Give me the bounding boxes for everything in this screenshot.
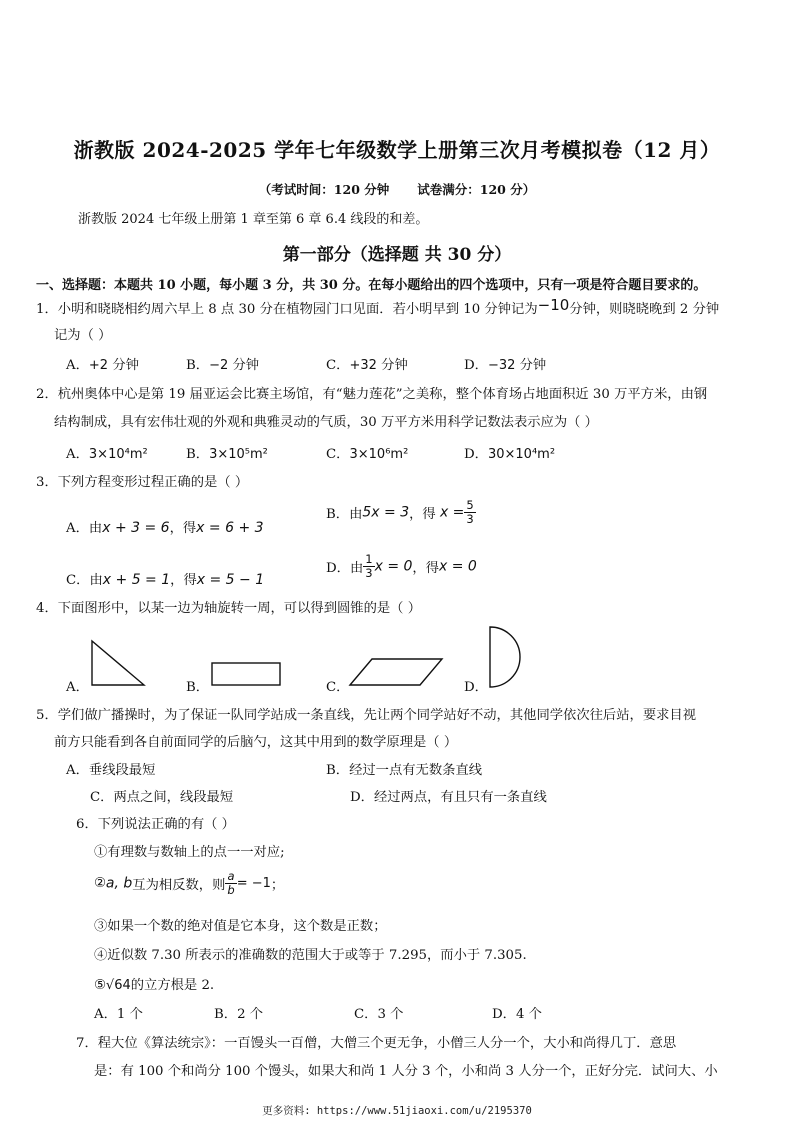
q3-option-c[interactable]: C．由x + 5 = 1，得x = 5 − 1 (66, 572, 265, 588)
q6-option-c[interactable]: C．3 个 (354, 1007, 404, 1022)
q5-stem-line2: 前方只能看到各自前面同学的后脑勺，这其中用到的数学原理是（ ） (54, 735, 458, 750)
q5-option-c[interactable]: C．两点之间，线段最短 (90, 790, 234, 805)
parallelogram-figure[interactable] (346, 655, 446, 689)
q2-stem-line1: 2．杭州奥体中心是第 19 届亚运会比赛主场馆，有“魅力莲花”之美称，整个体育场占地面积近 30 万平方米，由钢 (36, 387, 708, 402)
exam-time: （考试时间：120 分钟 (258, 182, 390, 197)
q6-statement-4: ④近似数 7.30 所表示的准确数的范围大于或等于 7.295，而小于 7.305. (94, 948, 527, 963)
q7-stem-line1: 7．程大位《算法统宗》：一百馒头一百僧，大僧三个更无争，小僧三人分一个，大小和尚得几丁．意思 (76, 1036, 677, 1051)
q4-option-d-label[interactable]: D． (464, 680, 488, 695)
q7-stem-line2: 是：有 100 个和尚分 100 个馒头，如果大和尚 1 人分 3 个，小和尚 3 人分一个，正好分完．试问大、小 (94, 1064, 718, 1079)
q3-option-a[interactable]: A．由x + 3 = 6，得x = 6 + 3 (66, 520, 264, 536)
section-title: 一、选择题：本题共 10 小题，每小题 3 分，共 30 分。在每小题给出的四个选项中，只有一项是符合题目要求的。 (36, 278, 707, 293)
q6-option-b[interactable]: B．2 个 (214, 1007, 264, 1022)
q6-statement-1: ①有理数与数轴上的点一一对应; (94, 845, 285, 860)
q3-option-b[interactable]: B．由5x = 3，得 x = $\frac{5}{3}$ (326, 498, 474, 526)
exam-score: 试卷满分：120 分） (417, 182, 536, 197)
q4-option-c-label[interactable]: C． (326, 680, 350, 695)
part-title: 第一部分（选择题 共 30 分） (282, 245, 512, 265)
q4-stem: 4．下面图形中，以某一边为轴旋转一周，可以得到圆锥的是（ ） (36, 601, 421, 616)
q2-option-c[interactable]: C．3×10⁶m² (326, 447, 409, 462)
q3-option-d[interactable]: D．由 $\frac{1}{3}$ x = 0，得x = 0 (326, 552, 477, 580)
q6-option-a[interactable]: A．1 个 (94, 1007, 143, 1022)
exam-info (0, 180, 794, 198)
q2-stem-line2: 结构制成，具有宏伟壮观的外观和典雅灵动的气质，30 万平方米用科学记数法表示应为（ ） (54, 415, 598, 430)
q6-option-d[interactable]: D．4 个 (492, 1007, 542, 1022)
q2-option-a[interactable]: A．3×10⁴m² (66, 447, 148, 462)
q2-option-d[interactable]: D．30×10⁴m² (464, 447, 556, 462)
q5-option-b[interactable]: B．经过一点有无数条直线 (326, 763, 483, 778)
q1-option-c[interactable]: C．+32 分钟 (326, 358, 408, 373)
q1-option-a[interactable]: A．+2 分钟 (66, 358, 139, 373)
q3-b-fraction: $\frac{5}{3}$ (466, 498, 474, 526)
q6-fraction: $\frac{a}{b}$ (227, 869, 235, 897)
q6-statement-5: ⑤√64的立方根是 2. (94, 978, 215, 993)
q1-stem-line2: 记为（ ） (54, 328, 112, 343)
q1-stem-line1: 1．小明和晓晓相约周六早上 8 点 30 分在植物园门口见面．若小明早到 10 分钟记为−10分钟，则晓晓晚到 2 分钟 (36, 296, 720, 317)
q3-d-fraction: $\frac{1}{3}$ (365, 552, 373, 580)
q2-option-b[interactable]: B．3×10⁵m² (186, 447, 268, 462)
q4-option-a-label[interactable]: A． (66, 680, 89, 695)
q6-stem: 6．下列说法正确的有（ ） (76, 817, 235, 832)
footer-link[interactable]: 更多资料: https://www.51jiaoxi.com/u/2195370 (262, 1105, 532, 1117)
right-triangle-figure[interactable] (88, 637, 148, 689)
q1-option-d[interactable]: D．−32 分钟 (464, 358, 547, 373)
document-title: 浙教版 2024-2025 学年七年级数学上册第三次月考模拟卷（12 月） (73, 138, 721, 162)
rectangle-figure[interactable] (208, 659, 284, 689)
q4-option-b-label[interactable]: B． (186, 680, 210, 695)
q5-option-d[interactable]: D．经过两点，有且只有一条直线 (350, 790, 547, 805)
q6-statement-3: ③如果一个数的绝对值是它本身，这个数是正数； (94, 919, 387, 934)
q3-stem: 3．下列方程变形过程正确的是（ ） (36, 475, 249, 490)
exam-scope: 浙教版 2024 七年级上册第 1 章至第 6 章 6.4 线段的和差。 (78, 212, 429, 227)
q6-statement-2: ②a, b互为相反数，则 $\frac{a}{b}$ = −1； (94, 869, 285, 897)
q5-option-a[interactable]: A．垂线段最短 (66, 763, 156, 778)
q5-stem-line1: 5．学们做广播操时，为了保证一队同学站成一条直线，先让两个同学站好不动，其他同学依次往后站，要求目视 (36, 708, 697, 723)
semicircle-figure[interactable] (486, 623, 526, 691)
q1-option-b[interactable]: B．−2 分钟 (186, 358, 260, 373)
